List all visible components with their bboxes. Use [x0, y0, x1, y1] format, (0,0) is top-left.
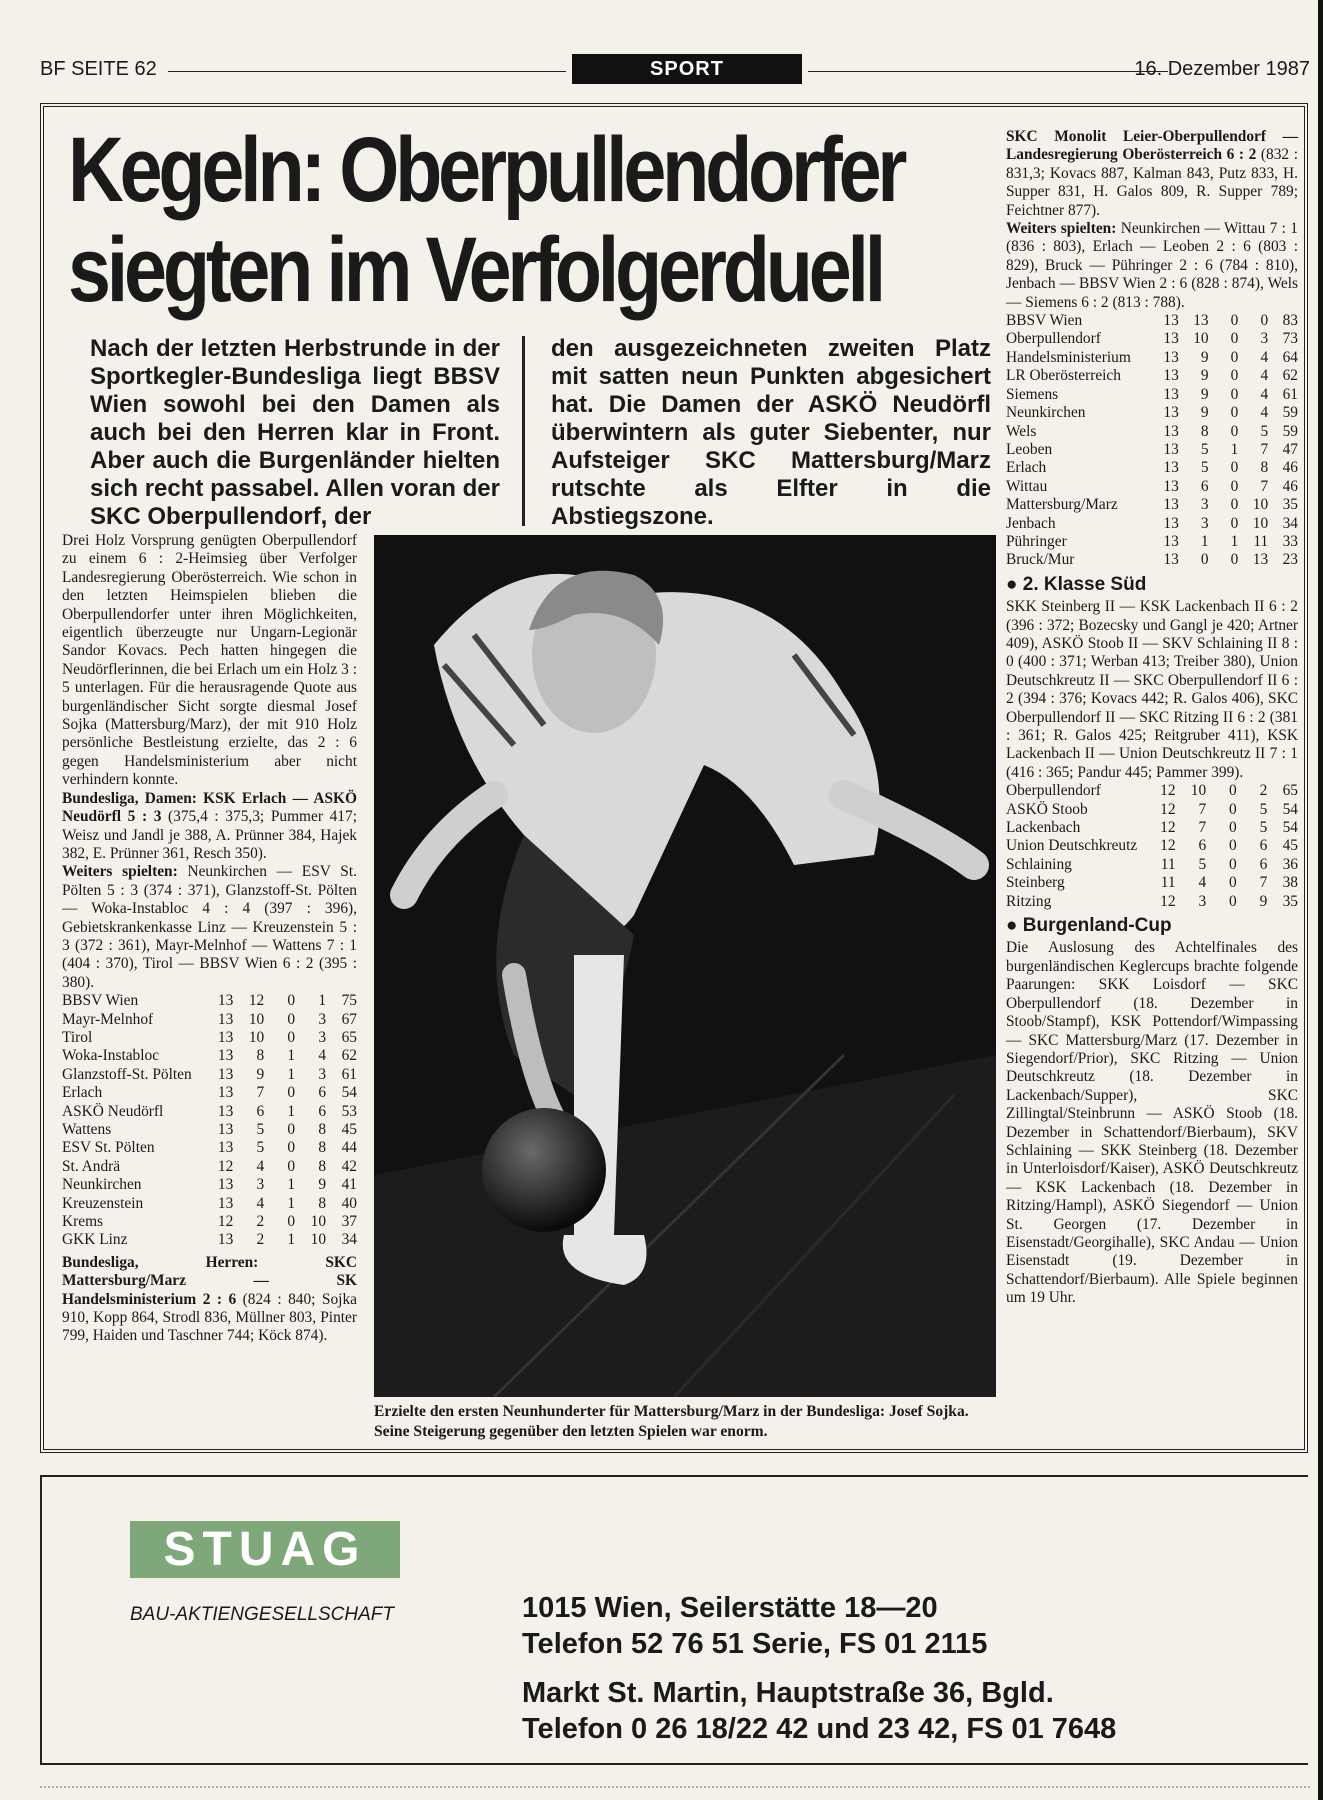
player-photo	[374, 535, 996, 1397]
table-row	[1006, 874, 1298, 892]
subheading-2-klasse-sued: ● 2. Klasse Süd	[1006, 573, 1147, 595]
stat-cell: 83	[1282, 312, 1298, 330]
stat-cell: 75	[341, 992, 357, 1010]
table-row	[1006, 386, 1298, 404]
stat-cell: 46	[1282, 477, 1298, 495]
stat-cell: 1	[1200, 532, 1209, 550]
page-edge	[1318, 0, 1323, 1800]
result-paragraph	[1006, 128, 1298, 220]
team-name: ASKÖ Neudörfl	[62, 1102, 164, 1120]
table-row	[62, 1066, 357, 1084]
stat-cell: 0	[287, 1028, 296, 1046]
stat-cell: 13	[1163, 312, 1179, 330]
stat-cell: 9	[1200, 367, 1209, 385]
stat-cell: 1	[287, 1176, 296, 1194]
stat-cell: 0	[1230, 422, 1239, 440]
stat-cell: 54	[1282, 819, 1298, 837]
stat-cell: 65	[341, 1028, 357, 1046]
stat-cell: 8	[1200, 422, 1209, 440]
article-column-3	[1006, 128, 1298, 1308]
team-name: ASKÖ Stoob	[1006, 800, 1088, 818]
stat-cell: 10	[310, 1213, 327, 1231]
stat-cell: 6	[256, 1102, 265, 1120]
page-bottom-dots	[40, 1786, 1310, 1788]
stat-cell: 5	[256, 1121, 265, 1138]
result-heading: Weiters spielten:	[1006, 220, 1117, 238]
team-name: Mattersburg/Marz	[1006, 496, 1118, 514]
stat-cell: 0	[287, 1084, 296, 1102]
stat-cell: 0	[1229, 874, 1237, 892]
stat-cell: 10	[1190, 782, 1207, 800]
stat-cell: 62	[341, 1047, 357, 1065]
stat-cell: 3	[1198, 892, 1207, 910]
table-row	[62, 1176, 357, 1194]
stat-cell: 41	[341, 1176, 357, 1194]
stat-cell: 4	[256, 1194, 265, 1212]
team-name: Krems	[62, 1213, 104, 1231]
team-name: Kreuzenstein	[62, 1194, 144, 1212]
stat-cell: 1	[1230, 532, 1239, 550]
stat-cell: 0	[287, 1121, 296, 1138]
team-name: Neunkirchen	[1006, 404, 1086, 422]
team-name: Oberpullendorf	[1006, 330, 1101, 348]
stat-cell: 0	[1230, 551, 1239, 569]
stat-cell: 45	[1282, 837, 1298, 855]
stat-cell: 67	[341, 1010, 357, 1028]
stat-cell: 9	[1200, 385, 1209, 403]
headline-line-1: Kegeln: Oberpullendorfer	[68, 119, 904, 221]
stat-cell: 6	[1259, 855, 1268, 873]
headline-line-2: siegten im Verfolgerduell	[68, 219, 883, 321]
stat-cell: 13	[217, 1084, 234, 1102]
stat-cell: 13	[217, 1102, 234, 1120]
stat-cell: 0	[1260, 312, 1269, 330]
article-column-1	[62, 532, 357, 1346]
subheading-burgenland-cup: ● Burgenland-Cup	[1006, 915, 1172, 937]
stat-cell: 12	[1160, 819, 1176, 837]
stat-cell: 47	[1282, 440, 1298, 458]
stat-cell: 59	[1282, 404, 1298, 422]
result-heading: Bundesliga, Damen: KSK Erlach — ASKÖ Neudörfl 5 : 3	[62, 789, 357, 826]
stat-cell: 13	[1163, 532, 1179, 550]
table-row	[62, 1011, 357, 1029]
stat-cell: 13	[1193, 312, 1209, 330]
stat-cell: 3	[318, 1065, 327, 1083]
table-row	[1006, 819, 1298, 837]
table-row	[1006, 367, 1298, 385]
standings-table-2-klasse	[1006, 782, 1298, 911]
stat-cell: 0	[1229, 800, 1237, 818]
team-name: Erlach	[1006, 459, 1047, 477]
stat-cell: 0	[1230, 496, 1239, 514]
stat-cell: 37	[341, 1213, 357, 1231]
table-row	[62, 1139, 357, 1157]
team-name: Union Deutschkreutz	[1006, 837, 1138, 855]
team-name: GKK Linz	[62, 1231, 128, 1249]
stat-cell: 11	[1160, 855, 1176, 873]
stat-cell: 5	[1259, 819, 1268, 837]
stat-cell: 1	[287, 1102, 296, 1120]
stat-cell: 0	[287, 1213, 296, 1231]
header-rule-left	[168, 71, 566, 72]
table-row	[62, 992, 357, 1010]
stat-cell: 13	[1163, 477, 1179, 495]
stat-cell: 54	[1282, 800, 1298, 818]
team-name: Ritzing	[1006, 892, 1052, 910]
stat-cell: 12	[217, 1157, 234, 1175]
body-paragraph: Drei Holz Vorsprung genügten Oberpullendorf zu einem 6 : 2-Heimsieg über Verfolger Landesregierung Oberösterreich. Wie schon in den letzten Heimspielen blieben die Oberpullendorfer unter ihren Möglichkeiten, eigentlich überzeugte nur Ungarn-Legionär Sandor Kovacs. Pech hatten hingegen die Neudörflerinnen, die bei Erlach um ein Holz 3 : 5 unterlagen. Für die herausragende Quote aus burgenländischer Sicht sorgte diesmal Josef Sojka (Mattersburg/Marz), der mit 910 Holz persönliche Bestleistung erzielte, das 2 : 6 gegen Handelsministerium aber nicht verhindern konnte.	[62, 532, 357, 789]
table-row	[62, 1121, 357, 1139]
team-name: Wels	[1006, 422, 1037, 440]
stat-cell: 6	[318, 1084, 327, 1102]
stat-cell: 13	[217, 1194, 234, 1212]
team-name: Wattens	[62, 1121, 112, 1138]
stat-cell: 35	[1282, 496, 1298, 514]
stat-cell: 0	[1230, 385, 1239, 403]
result-heading: SKC Monolit Leier-Oberpullendorf — Landesregierung Oberösterreich 6 : 2	[1006, 128, 1298, 164]
result-details: (375,4 : 375,3; Pummer 417; Weisz und Jandl je 388, A. Prünner 384, Hajek 382, E. Prünner 361, Resch 350).	[62, 808, 357, 862]
stat-cell: 9	[1259, 892, 1268, 910]
stat-cell: 13	[217, 1139, 234, 1157]
stat-cell: 13	[1163, 551, 1179, 569]
stat-cell: 4	[1260, 404, 1269, 422]
table-row	[62, 1158, 357, 1176]
stat-cell: 0	[1230, 477, 1239, 495]
team-name: Leoben	[1006, 440, 1053, 458]
header-rule-right	[808, 71, 1168, 72]
lead-part-1: Nach der letzten Herbstrunde in der Sportkegler-Bundesliga liegt BBSV Wien sowohl bei den Damen als auch bei den Herren klar in Front. Aber auch die Burgenländer hielten sich recht passabel. Allen voran der SKC Oberpullendorf, der	[90, 335, 500, 530]
stat-cell: 0	[287, 992, 296, 1010]
table-row	[62, 1047, 357, 1065]
result-heading: Bundesliga, Herren: SKC Mattersburg/Marz — SK Handelsministerium 2 : 6	[62, 1253, 357, 1308]
stat-cell: 45	[341, 1121, 357, 1138]
stat-cell: 0	[1229, 837, 1237, 855]
page-number: BF SEITE 62	[40, 58, 157, 80]
stat-cell: 13	[217, 1047, 234, 1065]
table-row	[1006, 837, 1298, 855]
stat-cell: 61	[341, 1065, 357, 1083]
stat-cell: 12	[1160, 837, 1176, 855]
stat-cell: 0	[1230, 330, 1239, 348]
stat-cell: 35	[1282, 892, 1298, 910]
stat-cell: 8	[318, 1194, 327, 1212]
stat-cell: 5	[1260, 422, 1269, 440]
stat-cell: 6	[1198, 837, 1207, 855]
stat-cell: 6	[1200, 477, 1209, 495]
stat-cell: 10	[1252, 496, 1269, 514]
stat-cell: 0	[287, 1139, 296, 1157]
team-name: Wittau	[1006, 477, 1048, 495]
phone-line: Telefon 0 26 18/22 42 und 23 42, FS 01 7648	[522, 1713, 1117, 1745]
stat-cell: 12	[1160, 892, 1176, 910]
stat-cell: 73	[1282, 330, 1298, 348]
stat-cell: 4	[1260, 367, 1269, 385]
stat-cell: 36	[1282, 855, 1298, 873]
stat-cell: 11	[1160, 874, 1176, 892]
stat-cell: 0	[1229, 855, 1237, 873]
stat-cell: 8	[318, 1157, 327, 1175]
stat-cell: 13	[217, 1010, 234, 1028]
stat-cell: 62	[1282, 367, 1298, 385]
stat-cell: 34	[341, 1231, 357, 1249]
table-row	[1006, 515, 1298, 533]
table-row	[62, 1195, 357, 1213]
stat-cell: 13	[1163, 514, 1179, 532]
stat-cell: 13	[1163, 385, 1179, 403]
stat-cell: 13	[217, 992, 234, 1010]
stat-cell: 1	[287, 1231, 296, 1249]
table-row	[62, 1231, 357, 1249]
table-row	[1006, 404, 1298, 422]
stat-cell: 7	[1198, 819, 1207, 837]
stat-cell: 2	[256, 1231, 265, 1249]
team-name: Glanzstoff-St. Pölten	[62, 1065, 192, 1083]
result-paragraph	[62, 790, 357, 864]
stat-cell: 1	[287, 1065, 296, 1083]
stat-cell: 4	[318, 1047, 327, 1065]
team-name: Siemens	[1006, 385, 1059, 403]
stat-cell: 13	[1163, 459, 1179, 477]
stat-cell: 7	[1259, 874, 1268, 892]
logo-tagline: BAU-AKTIENGESELLSCHAFT	[130, 1604, 394, 1625]
stat-cell: 4	[256, 1157, 265, 1175]
stat-cell: 2	[256, 1213, 265, 1231]
result-paragraph	[1006, 220, 1298, 312]
stat-cell: 5	[1200, 440, 1209, 458]
stat-cell: 0	[1230, 367, 1239, 385]
stat-cell: 13	[1163, 496, 1179, 514]
lead-divider	[522, 336, 525, 526]
stat-cell: 3	[318, 1028, 327, 1046]
result-details: Neunkirchen — ESV St. Pölten 5 : 3 (374 : 371), Glanzstoff-St. Pölten — Woka-Instabloc 4 : 4 (397 : 396), Gebietskrankenkasse Linz — Kreuzenstein 5 : 3 (372 : 361), Mayr-Melnhof — Wattens 7 : 1 (404 : 370), Tirol — BBSV Wien 6 : 2 (395 : 380).	[62, 863, 357, 991]
table-row	[62, 1103, 357, 1121]
stat-cell: 9	[1200, 348, 1209, 366]
stat-cell: 9	[256, 1065, 265, 1083]
stat-cell: 13	[1252, 551, 1269, 569]
stat-cell: 10	[1193, 330, 1209, 348]
stat-cell: 33	[1282, 532, 1298, 550]
stat-cell: 1	[287, 1047, 296, 1065]
table-row	[1006, 782, 1298, 800]
stat-cell: 0	[1230, 404, 1239, 422]
stat-cell: 3	[318, 1010, 327, 1028]
stat-cell: 13	[1163, 330, 1179, 348]
stat-cell: 40	[341, 1194, 357, 1212]
stat-cell: 53	[341, 1102, 357, 1120]
stat-cell: 5	[1198, 855, 1207, 873]
stat-cell: 5	[1259, 800, 1268, 818]
stat-cell: 13	[1163, 422, 1179, 440]
team-name: St. Andrä	[62, 1157, 121, 1175]
stat-cell: 1	[287, 1194, 296, 1212]
stat-cell: 10	[310, 1231, 327, 1249]
table-row	[1006, 441, 1298, 459]
table-row	[1006, 856, 1298, 874]
stat-cell: 10	[248, 1010, 265, 1028]
team-name: BBSV Wien	[1006, 312, 1083, 330]
stat-cell: 10	[248, 1028, 265, 1046]
table-row	[62, 1084, 357, 1102]
result-details: Neunkirchen — Wittau 7 : 1 (836 : 803), Erlach — Leoben 2 : 6 (803 : 829), Bruck — Pühringer 2 : 6 (784 : 810), Jenbach — BBSV Wien 2 : 6 (828 : 874), Wels — Siemens 6 : 2 (813 : 788).	[1006, 220, 1298, 311]
stat-cell: 59	[1282, 422, 1298, 440]
stat-cell: 3	[1200, 514, 1209, 532]
stat-cell: 13	[1163, 367, 1179, 385]
stat-cell: 8	[256, 1047, 265, 1065]
stat-cell: 9	[1200, 404, 1209, 422]
address-line: Markt St. Martin, Hauptstraße 36, Bgld.	[522, 1677, 1054, 1709]
table-row	[1006, 801, 1298, 819]
stat-cell: 12	[248, 992, 265, 1010]
team-name: Pühringer	[1006, 532, 1067, 550]
stat-cell: 13	[1163, 348, 1179, 366]
team-name: Mayr-Melnhof	[62, 1010, 154, 1028]
team-name: Oberpullendorf	[1006, 782, 1101, 800]
stat-cell: 44	[341, 1139, 357, 1157]
stat-cell: 9	[318, 1176, 327, 1194]
body-paragraph: SKK Steinberg II — KSK Lackenbach II 6 : 2 (396 : 372; Bozecsky und Gangl je 420; Artner 409), ASKÖ Stoob II — SKV Schlaining II 8 : 0 (400 : 371; Werban 413; Treiber 380), Union Deutschkreutz II — SKC Oberpullendorf II 6 : 2 (394 : 376; Kovacs 442; R. Galos 406), SKC Oberpullendorf II — SKC Ritzing II 6 : 2 (381 : 361; R. Galos 425; Reitgruber 411), KSK Lackenbach II — Union Deutschkreutz II 7 : 1 (416 : 365; Pandur 445; Pammer 399).	[1006, 598, 1298, 781]
team-name: LR Oberösterreich	[1006, 367, 1121, 385]
team-name: Erlach	[62, 1084, 103, 1102]
table-row	[1006, 533, 1298, 551]
table-row	[1006, 459, 1298, 477]
table-row	[1006, 551, 1298, 569]
team-name: BBSV Wien	[62, 992, 139, 1010]
stat-cell: 13	[217, 1176, 234, 1194]
stat-cell: 13	[217, 1121, 234, 1138]
stat-cell: 3	[256, 1176, 265, 1194]
stat-cell: 4	[1260, 348, 1269, 366]
stat-cell: 5	[256, 1139, 265, 1157]
stat-cell: 3	[1200, 496, 1209, 514]
stat-cell: 13	[1163, 404, 1179, 422]
stat-cell: 12	[1160, 782, 1176, 800]
stat-cell: 7	[256, 1084, 265, 1102]
table-row	[1006, 423, 1298, 441]
team-name: Tirol	[62, 1028, 93, 1046]
address-vienna	[522, 1590, 987, 1662]
stat-cell: 13	[217, 1231, 234, 1249]
team-name: Handelsministerium	[1006, 348, 1131, 366]
headline	[68, 119, 904, 321]
result-paragraph	[62, 863, 357, 992]
stat-cell: 3	[1260, 330, 1269, 348]
table-row	[1006, 496, 1298, 514]
address-line: 1015 Wien, Seilerstätte 18—20	[522, 1592, 938, 1624]
lead-part-2: den ausgezeichneten zweiten Platz mit satten neun Punkten abgesichert hat. Die Damen der ASKÖ Neudörfl überwintern als guter Siebenter, nur Aufsteiger SKC Mattersburg/Marz rutschte als Elfter in die Abstiegszone.	[551, 335, 991, 530]
stat-cell: 12	[1160, 800, 1176, 818]
stat-cell: 0	[1230, 514, 1239, 532]
team-name: Woka-Instabloc	[62, 1047, 160, 1065]
stat-cell: 13	[1163, 440, 1179, 458]
stat-cell: 0	[1230, 312, 1239, 330]
stat-cell: 11	[1253, 532, 1269, 550]
section-badge: SPORT	[572, 54, 802, 84]
team-name: Bruck/Mur	[1006, 551, 1075, 569]
stat-cell: 7	[1260, 477, 1269, 495]
stat-cell: 0	[1200, 551, 1209, 569]
stat-cell: 0	[287, 1157, 296, 1175]
stat-cell: 0	[1230, 459, 1239, 477]
stat-cell: 0	[1230, 348, 1239, 366]
stat-cell: 13	[217, 1065, 234, 1083]
stat-cell: 7	[1198, 800, 1207, 818]
stat-cell: 12	[217, 1213, 234, 1231]
stat-cell: 38	[1282, 874, 1298, 892]
team-name: Neunkirchen	[62, 1176, 142, 1194]
bowler-illustration	[374, 535, 996, 1397]
team-name: Schlaining	[1006, 855, 1072, 873]
result-heading: Weiters spielten:	[62, 863, 178, 881]
team-name: Steinberg	[1006, 874, 1065, 892]
stat-cell: 13	[217, 1028, 234, 1046]
issue-date: 16. Dezember 1987	[1134, 58, 1310, 80]
table-row	[1006, 312, 1298, 330]
stat-cell: 8	[318, 1121, 327, 1138]
stat-cell: 8	[1260, 459, 1269, 477]
stat-cell: 0	[1229, 819, 1237, 837]
team-name: ESV St. Pölten	[62, 1139, 155, 1157]
stat-cell: 61	[1282, 385, 1298, 403]
stat-cell: 1	[318, 992, 327, 1010]
stat-cell: 23	[1282, 551, 1298, 569]
table-row	[62, 1029, 357, 1047]
table-row	[62, 1213, 357, 1231]
standings-table-herren	[1006, 312, 1298, 570]
standings-table-damen	[62, 992, 357, 1250]
stat-cell: 64	[1282, 348, 1298, 366]
stat-cell: 0	[1229, 892, 1237, 910]
team-name: Jenbach	[1006, 514, 1056, 532]
stat-cell: 10	[1252, 514, 1269, 532]
body-paragraph: Die Auslosung des Achtelfinales des burgenländischen Keglercups brachte folgende Paarungen: SKK Loisdorf — SKC Oberpullendorf (18. Dezember in Stoob/Stampf), KSK Pottendorf/Wimpassing — SKC Mattersburg/Marz (17. Dezember in Siegendorf/Prior), SKC Ritzing — Union Deutschkreutz (18. Dezember in Lackenbach/Supper), SKC Zillingtal/Steinbrunn — ASKÖ Stoob (18. Dezember in Schattendorf/Bierbaum), SKV Schlaining — SKK Steinberg (18. Dezember in Unterloisdorf/Kaiser), ASKÖ Deutschkreutz — KSK Lackenbach (18. Dezember in Ritzing/Hampl), ASKÖ Siegendorf — Union St. Georgen (17. Dezember in Eisenstadt/Georgihalle), SKC Andau — Union Eisenstadt (19. Dezember in Schattendorf/Bierbaum). Alle Spiele beginnen um 19 Uhr.	[1006, 939, 1298, 1307]
result-paragraph	[62, 1254, 357, 1346]
stat-cell: 4	[1260, 385, 1269, 403]
stat-cell: 4	[1198, 874, 1207, 892]
page-header	[40, 54, 1310, 84]
stat-cell: 7	[1260, 440, 1269, 458]
stat-cell: 46	[1282, 459, 1298, 477]
stat-cell: 54	[341, 1084, 357, 1102]
stat-cell: 1	[1230, 440, 1239, 458]
stat-cell: 5	[1200, 459, 1209, 477]
stat-cell: 65	[1282, 782, 1298, 800]
stat-cell: 0	[1229, 782, 1237, 800]
stat-cell: 2	[1259, 782, 1268, 800]
address-markt-st-martin	[522, 1675, 1116, 1747]
table-row	[1006, 893, 1298, 911]
stat-cell: 8	[318, 1139, 327, 1157]
team-name: Lackenbach	[1006, 819, 1081, 837]
stuag-logo: STUAG	[130, 1521, 400, 1578]
result-details: (832 : 831,3; Kovacs 887, Kalman 843, Putz 833, H. Supper 831, H. Galos 809, R. Supper 789; Feichtner 877).	[1006, 146, 1298, 219]
table-row	[1006, 478, 1298, 496]
photo-caption: Erzielte den ersten Neunhunderter für Mattersburg/Marz in der Bundesliga: Josef Sojka. Seine Steigerung gegenüber den letzten Spielen war enorm.	[374, 1403, 969, 1440]
stat-cell: 6	[1259, 837, 1268, 855]
table-row	[1006, 349, 1298, 367]
phone-line: Telefon 52 76 51 Serie, FS 01 2115	[522, 1628, 988, 1660]
stat-cell: 6	[318, 1102, 327, 1120]
stat-cell: 34	[1282, 514, 1298, 532]
stat-cell: 42	[341, 1157, 357, 1175]
stat-cell: 0	[287, 1010, 296, 1028]
table-row	[1006, 330, 1298, 348]
result-details: (824 : 840; Sojka 910, Kopp 864, Strodl 836, Müllner 803, Pinter 799, Haiden und Taschner 744; Köck 874).	[62, 1290, 357, 1345]
